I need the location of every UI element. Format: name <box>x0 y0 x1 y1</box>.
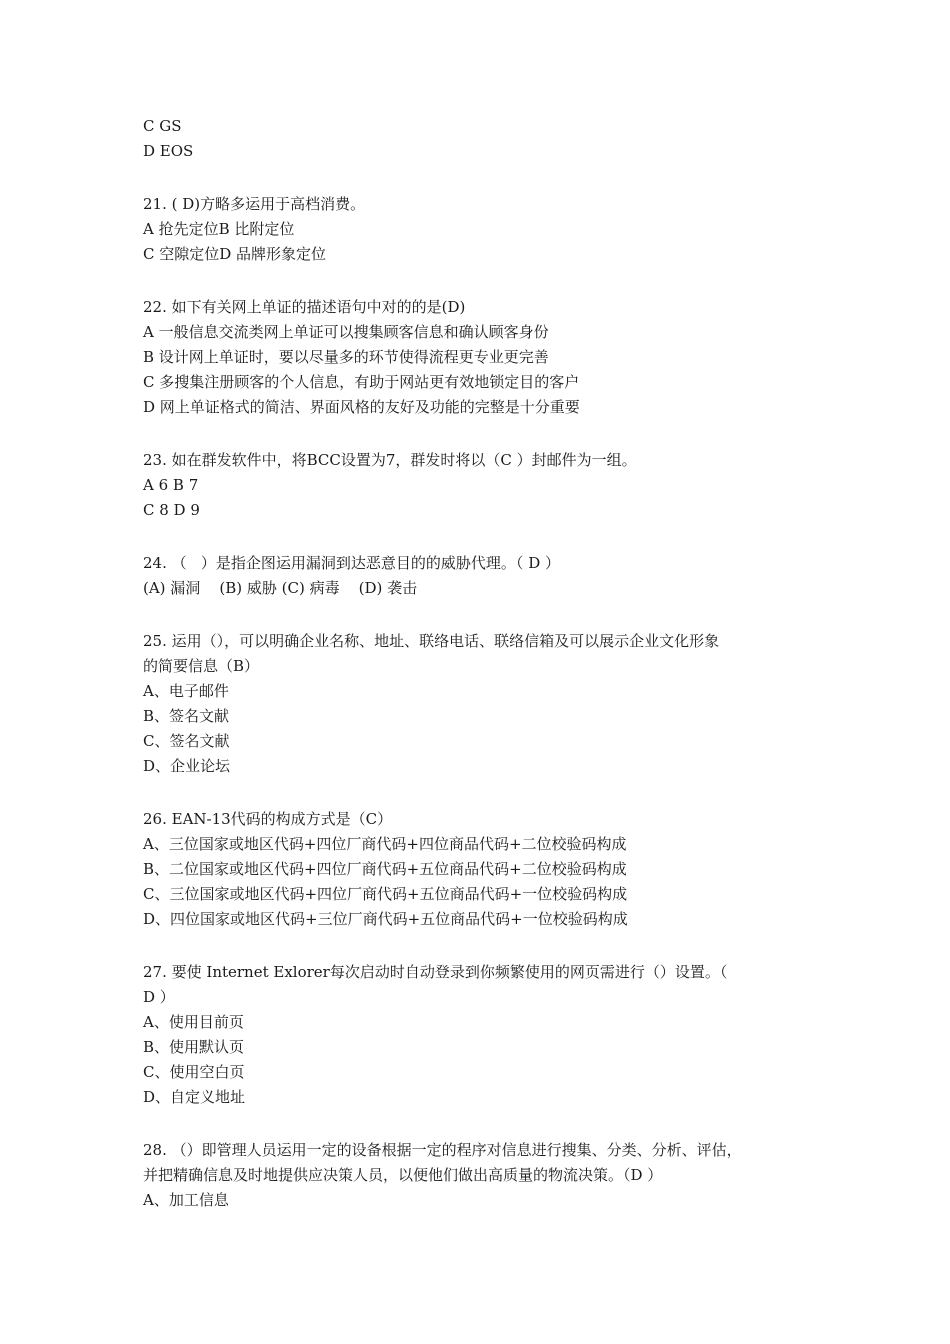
option-line: D 网上单证格式的简洁、界面风格的友好及功能的完整是十分重要 <box>143 398 580 416</box>
question-line: 27. 要使 Internet Exlorer每次启动时自动登录到你频繁使用的网页需进行（）设置。（ <box>143 963 728 981</box>
text-line: D EOS <box>143 142 194 160</box>
question-block <box>143 192 813 267</box>
question-line: 22. 如下有关网上单证的描述语句中对的的是(D) <box>143 298 466 316</box>
question-line: 21. ( D)方略多运用于高档消费。 <box>143 195 366 213</box>
question-block <box>143 629 813 779</box>
option-line: C、使用空白页 <box>143 1063 245 1081</box>
question-block <box>143 807 813 932</box>
option-line: D、自定义地址 <box>143 1088 246 1106</box>
option-line: A 一般信息交流类网上单证可以搜集顾客信息和确认顾客身份 <box>143 323 549 341</box>
option-line: C、三位国家或地区代码+四位厂商代码+五位商品代码+一位校验码构成 <box>143 885 628 903</box>
question-line: 26. EAN-13代码的构成方式是（C） <box>143 810 393 828</box>
question-line: D ） <box>143 988 175 1006</box>
question-block <box>143 1138 813 1213</box>
question-line: 23. 如在群发软件中，将BCC设置为7，群发时将以（C ）封邮件为一组。 <box>143 451 637 469</box>
option-line: C 多搜集注册顾客的个人信息，有助于网站更有效地锁定目的客户 <box>143 373 580 391</box>
option-line: C 空隙定位D 品牌形象定位 <box>143 245 327 263</box>
question-line: 的简要信息（B） <box>143 657 260 675</box>
option-line: D、四位国家或地区代码+三位厂商代码+五位商品代码+一位校验码构成 <box>143 910 628 928</box>
question-block <box>143 551 813 601</box>
option-line: A、加工信息 <box>143 1191 229 1209</box>
option-line: C 8 D 9 <box>143 501 200 519</box>
question-block <box>143 960 813 1110</box>
option-line: (A) 漏洞 (B) 威胁 (C) 病毒 (D) 袭击 <box>143 579 418 597</box>
option-line: B、签名文献 <box>143 707 230 725</box>
option-line: A、三位国家或地区代码+四位厂商代码+四位商品代码+二位校验码构成 <box>143 835 627 853</box>
question-block <box>143 448 813 523</box>
option-line: B 设计网上单证时，要以尽量多的环节使得流程更专业更完善 <box>143 348 549 366</box>
option-line: B、二位国家或地区代码+四位厂商代码+五位商品代码+二位校验码构成 <box>143 860 627 878</box>
option-line: D、企业论坛 <box>143 757 231 775</box>
question-line: 28. （）即管理人员运用一定的设备根据一定的程序对信息进行搜集、分类、分析、评估， <box>143 1141 742 1159</box>
question-block <box>143 114 813 164</box>
option-line: A 抢先定位B 比附定位 <box>143 220 295 238</box>
document-page <box>143 114 813 1213</box>
option-line: C、签名文献 <box>143 732 230 750</box>
option-line: A、电子邮件 <box>143 682 229 700</box>
question-block <box>143 295 813 420</box>
question-line: 25. 运用（），可以明确企业名称、地址、联络电话、联络信箱及可以展示企业文化形象 <box>143 632 720 650</box>
option-line: B、使用默认页 <box>143 1038 245 1056</box>
question-line: 并把精确信息及时地提供应决策人员，以便他们做出高质量的物流决策。（D ） <box>143 1166 663 1184</box>
question-line: 24. （ ）是指企图运用漏洞到达恶意目的的威胁代理。（ D ） <box>143 554 560 572</box>
text-line: C GS <box>143 117 182 135</box>
option-line: A 6 B 7 <box>143 476 199 494</box>
option-line: A、使用目前页 <box>143 1013 244 1031</box>
